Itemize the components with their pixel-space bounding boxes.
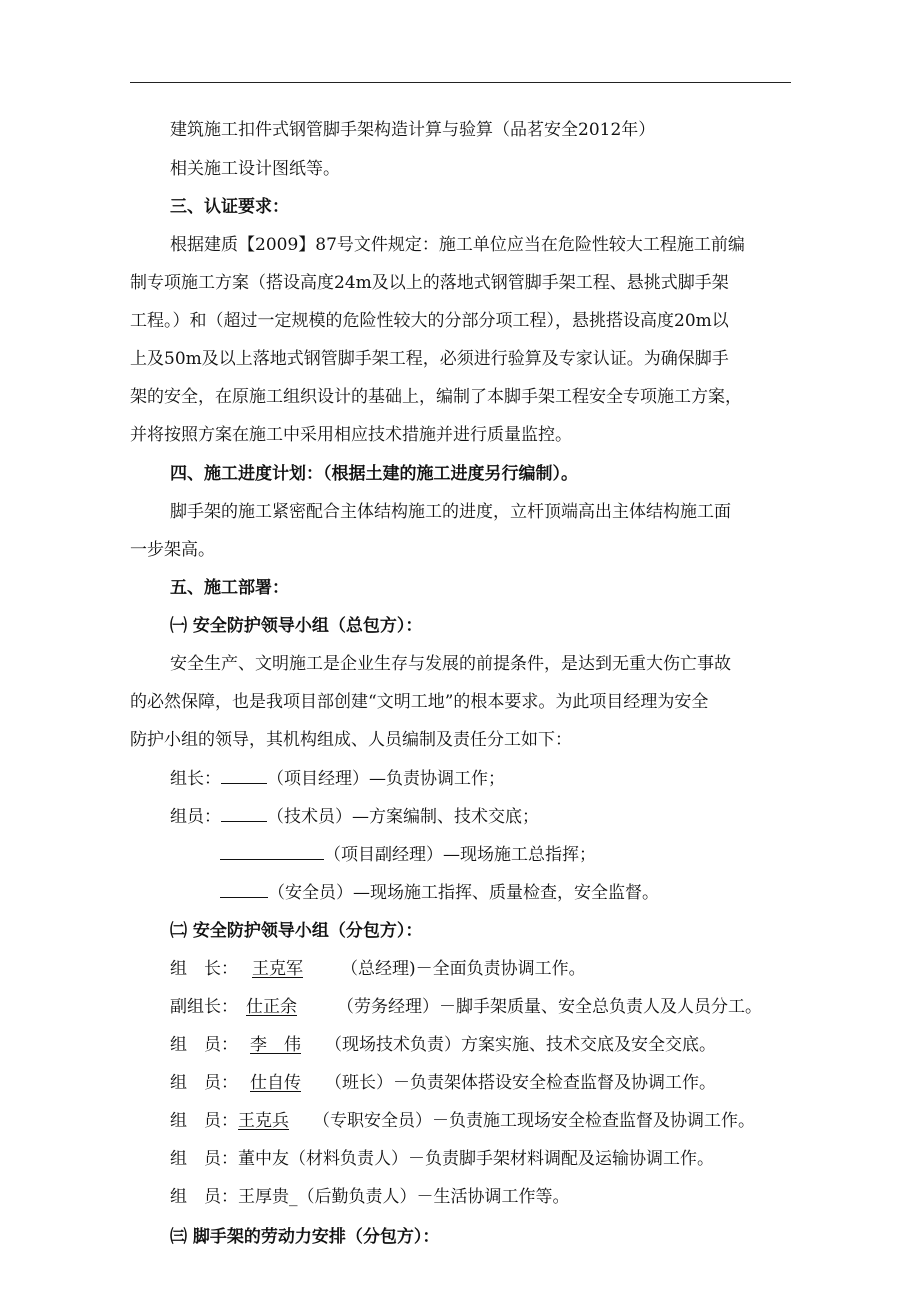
- member-name-blank: [221, 805, 267, 822]
- team-duty: （班长）－负责架体搭设安全检查监督及协调工作。: [325, 1073, 716, 1093]
- member-row: [220, 843, 596, 867]
- team-row: [170, 1071, 716, 1095]
- leader-duty: （项目经理）—负责协调工作；: [267, 769, 505, 789]
- section-5-heading: 五、施工部署：: [170, 578, 289, 598]
- team-name: 仕正余: [246, 997, 297, 1017]
- section-3-para-line: 并将按照方案在施工中采用相应技术措施并进行质量监控。: [130, 425, 572, 445]
- team-label: 副组长：: [170, 997, 238, 1017]
- subsection-1-para-line: 安全生产、文明施工是企业生存与发展的前提条件，是达到无重大伤亡事故: [170, 654, 731, 674]
- subsection-3-heading: ㈢ 脚手架的劳动力安排（分包方）：: [170, 1227, 440, 1247]
- member-label: 组员：: [170, 807, 221, 827]
- leader-label: 组长：: [170, 769, 221, 789]
- team-label: 组 长：: [170, 959, 238, 979]
- section-3-para-line: 根据建质【2009】87号文件规定：施工单位应当在危险性较大工程施工前编: [170, 235, 745, 255]
- member-duty: （安全员）—现场施工指挥、质量检查，安全监督。: [268, 883, 659, 903]
- team-row: [170, 995, 762, 1019]
- section-4-heading: 四、施工进度计划：（根据土建的施工进度另行编制）。: [170, 464, 578, 484]
- member-name-blank: [220, 843, 324, 860]
- team-name: 王克军: [252, 959, 303, 979]
- team-label: 组 员：: [170, 1073, 238, 1093]
- member-duty: （技术员）—方案编制、技术交底；: [267, 807, 539, 827]
- team-row: [170, 1109, 755, 1133]
- section-3-para-line: 架的安全，在原施工组织设计的基础上，编制了本脚手架工程安全专项施工方案，: [130, 387, 742, 407]
- member-row: [170, 805, 539, 829]
- team-duty: （材料负责人）－负责脚手架材料调配及运输协调工作。: [289, 1149, 714, 1169]
- leader-name-blank: [221, 767, 267, 784]
- section-4-para-line: 脚手架的施工紧密配合主体结构施工的进度，立杆顶端高出主体结构施工面: [170, 502, 731, 522]
- team-name: 仕自传: [250, 1073, 301, 1093]
- reference-line-2: 相关施工设计图纸等。: [170, 159, 340, 179]
- team-duty: （现场技术负责）方案实施、技术交底及安全交底。: [325, 1035, 716, 1055]
- team-row: [170, 1147, 714, 1171]
- team-label: 组 员：: [170, 1149, 238, 1169]
- subsection-1-para-line: 的必然保障，也是我项目部创建“文明工地”的根本要求。为此项目经理为安全: [130, 692, 709, 712]
- team-row: [170, 1033, 716, 1057]
- reference-line-1: 建筑施工扣件式钢管脚手架构造计算与验算（品茗安全2012年）: [170, 120, 656, 140]
- team-duty: （劳务经理）－脚手架质量、安全总负责人及人员分工。: [337, 997, 762, 1017]
- subsection-2-heading: ㈡ 安全防护领导小组（分包方）：: [170, 921, 423, 941]
- team-label: 组 员：: [170, 1111, 238, 1131]
- section-3-para-line: 上及50m及以上落地式钢管脚手架工程，必须进行验算及专家认证。为确保脚手: [130, 349, 729, 369]
- team-duty: （专职安全员）－负责施工现场安全检查监督及协调工作。: [313, 1111, 755, 1131]
- member-duty: （项目副经理）—现场施工总指挥；: [324, 845, 596, 865]
- team-name: 董中友: [238, 1149, 289, 1169]
- team-name: 王克兵: [238, 1111, 289, 1131]
- member-row: [220, 881, 659, 905]
- section-3-heading: 三、认证要求：: [170, 197, 289, 217]
- team-label: 组 员：: [170, 1187, 238, 1207]
- section-4-para-line: 一步架高。: [130, 540, 215, 560]
- section-3-para-line: 制专项施工方案（搭设高度24m及以上的落地式钢管脚手架工程、悬挑式脚手架: [130, 273, 729, 293]
- leader-row: [170, 767, 505, 791]
- team-name: 李 伟: [250, 1035, 301, 1055]
- member-name-blank: [220, 881, 268, 898]
- section-3-para-line: 工程。）和（超过一定规模的危险性较大的分部分项工程），悬挑搭设高度20m以: [130, 311, 729, 331]
- header-rule: [130, 82, 791, 83]
- team-duty: （总经理)－全面负责协调工作。: [341, 959, 586, 979]
- team-name: 王厚贵: [238, 1187, 289, 1207]
- subsection-1-heading: ㈠ 安全防护领导小组（总包方）：: [170, 616, 423, 636]
- subsection-1-para-line: 防护小组的领导，其机构组成、人员编制及责任分工如下：: [130, 730, 572, 750]
- team-row: [170, 1185, 570, 1209]
- team-row: [170, 957, 586, 981]
- team-duty: _（后勤负责人）－生活协调工作等。: [289, 1187, 570, 1207]
- team-label: 组 员：: [170, 1035, 238, 1055]
